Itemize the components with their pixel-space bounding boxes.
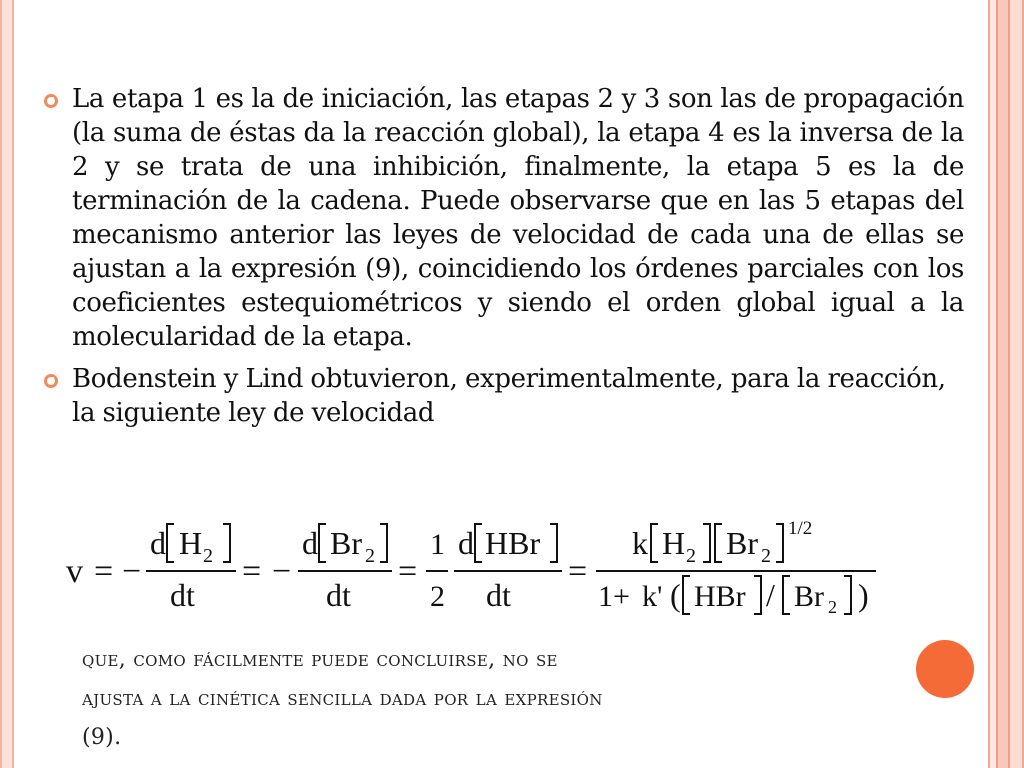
eq-equals: = [94,553,114,590]
eq-bracket [319,524,326,562]
eq-bracket [651,524,658,562]
eq-dt: dt [326,577,351,613]
border-stripe [996,0,1010,768]
orange-circle-decoration [916,640,974,698]
eq-bracket [776,524,783,562]
eq-bracket [167,524,174,562]
eq-d: d [458,525,474,561]
eq-bracket [550,524,557,562]
eq-equals: = [568,553,588,590]
border-stripe [1010,0,1024,768]
eq-br2: Br [330,525,362,561]
eq-paren-open: ( [670,577,681,613]
eq-h2: H [179,525,203,561]
eq-sub2: 2 [365,545,375,567]
eq-d: d [302,525,318,561]
eq-one: 1 [430,528,445,561]
bullet-text: Bodenstein y Lind obtuvieron, experimentalmente, para la reacción, la siguiente ley de velocidad [72,364,946,428]
bullet-list [44,82,964,430]
eq-dt: dt [486,577,511,613]
eq-br2: Br [726,525,758,561]
eq-bracket [380,524,387,562]
eq-lhs: v [66,553,83,590]
eq-bracket [754,576,761,614]
eq-bracket [715,524,722,562]
eq-two: 2 [430,580,445,613]
eq-slash: / [766,577,775,613]
eq-d: d [150,525,166,561]
eq-h2: H [662,525,686,561]
eq-dt: dt [170,577,195,613]
note-line: que, como fácilmente puede concluirse, no se [82,647,558,672]
rate-law-equation [58,510,888,625]
note-line: (9). [82,725,122,750]
note-line: ajusta a la cinética sencilla dada por la expresión [82,686,603,711]
slide-left-border [0,0,14,768]
bullet-item [44,362,964,430]
conclusion-note [82,640,902,757]
eq-hbr: HBr [694,580,746,613]
eq-hbr: HBr [485,525,541,561]
eq-one-plus: 1+ [598,580,630,613]
slide-right-border [978,0,1024,768]
eq-equals: = [242,553,262,590]
bullet-ring-icon [44,94,58,108]
eq-sub2: 2 [828,597,837,617]
eq-exponent: 1/2 [788,518,813,539]
eq-k: k [632,525,648,561]
eq-equals: = [398,553,418,590]
bullet-ring-icon [44,374,58,388]
eq-bracket [783,576,790,614]
eq-bracket [703,524,710,562]
eq-br2: Br [794,580,824,613]
eq-bracket [844,576,851,614]
eq-sub2: 2 [686,545,696,567]
bullet-text: La etapa 1 es la de iniciación, las etapas 2 y 3 son las de propagación (la suma de éstas da la reacción global), la etapa 4 es la inversa de la 2 y se trata de una inhibición, finalmente, la etapa 5 es la de terminación de la cadena. Puede observarse que en las 5 etapas del mecanismo anterior las leyes de velocidad de cada una de ellas se ajustan a la expresión (9), coincidiendo los órdenes parciales con los coeficientes estequiométricos y siendo el orden global igual a la molecularidad de la etapa. [72,84,964,352]
bullet-item [44,82,964,354]
eq-paren-close: ) [858,577,869,613]
border-stripe [988,0,996,768]
eq-bracket [475,524,482,562]
eq-sub2: 2 [203,545,213,567]
eq-minus: − [122,553,142,590]
eq-k-prime: k' [642,580,663,613]
eq-sub2: 2 [761,545,771,567]
eq-bracket [683,576,690,614]
eq-bracket [223,524,230,562]
eq-minus: − [272,553,292,590]
